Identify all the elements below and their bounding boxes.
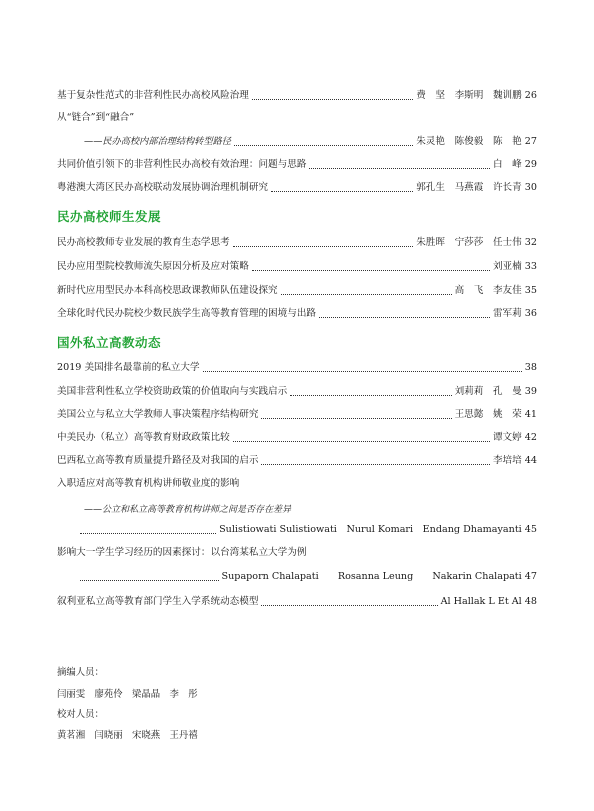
entry-title: 美国公立与私立大学教师人事决策程序结构研究 <box>57 409 259 420</box>
toc-entry[interactable] <box>57 453 537 469</box>
section-heading: 国外私立高教动态 <box>57 335 162 350</box>
leader-dots <box>319 316 490 318</box>
entry-authors-page: Al Hallak L Et Al 48 <box>440 596 537 607</box>
entry-authors-page: 王思懿 姚 荣 41 <box>454 409 537 420</box>
leader-dots <box>233 440 490 442</box>
leader-dots <box>203 370 522 372</box>
editors-names: 闫丽雯 廖苑伶 梁晶晶 李 彤 <box>57 689 198 700</box>
entry-authors-page: 白 峰 29 <box>492 159 537 170</box>
entry-authors-page: 刘莉莉 孔 曼 39 <box>454 386 537 397</box>
entry-authors-page: 朱胜晖 宁莎莎 任士伟 32 <box>416 237 537 248</box>
entry-authors-page: 高 飞 李友佳 35 <box>454 285 537 296</box>
toc-entry[interactable] <box>57 259 537 275</box>
entry-page: 38 <box>524 362 537 373</box>
leader-dots <box>309 167 490 169</box>
toc-entry-title-line[interactable] <box>57 110 134 126</box>
entry-authors-page: Sulistiowati Sulistiowati Nurul Komari Endang Dhamayanti 45 <box>219 524 537 535</box>
toc-entry-title-line[interactable] <box>57 476 239 492</box>
toc-entry[interactable] <box>57 407 537 423</box>
entry-authors-page: 李培培 44 <box>492 455 537 466</box>
toc-entry-authors-line[interactable] <box>80 569 537 585</box>
entry-authors-page: 雷军莉 36 <box>492 308 537 319</box>
proofreaders-names: 黄茗湘 闫晓丽 宋晓燕 王丹禧 <box>57 730 198 741</box>
leader-dots <box>252 269 490 271</box>
entry-authors-page: 刘亚楠 33 <box>492 261 537 272</box>
entry-title: 全球化时代民办院校少数民族学生高等教育管理的困境与出路 <box>57 308 317 319</box>
entry-title: 基于复杂性范式的非营利性民办高校风险治理 <box>57 90 249 101</box>
entry-title: 新时代应用型民办本科高校思政课教师队伍建设探究 <box>57 285 278 296</box>
entry-title: 巴西私立高等教育质量提升路径及对我国的启示 <box>57 455 259 466</box>
leader-dots <box>233 245 414 247</box>
entry-authors-page: 费 坚 李斯明 魏训鹏 26 <box>416 90 537 101</box>
entry-title: 影响大一学生学习经历的因素探讨：以台湾某私立大学为例 <box>57 547 307 558</box>
entry-authors-page: 谭文婷 42 <box>492 432 537 443</box>
leader-dots <box>261 417 451 419</box>
entry-subtitle: ——公立和私立高等教育机构讲师之间是否存在差异 <box>84 505 292 515</box>
toc-entry[interactable] <box>57 180 537 196</box>
leader-dots <box>252 98 413 100</box>
toc-entry[interactable] <box>57 306 537 322</box>
entry-title: 从“链合”到“融合” <box>57 112 135 123</box>
entry-title: 粤港澳大湾区民办高校联动发展协调治理机制研究 <box>57 182 269 193</box>
entry-authors-page: Supaporn Chalapati Rosanna Leung Nakarin Chalapati 47 <box>221 571 537 582</box>
entry-title: 美国非营利性私立学校资助政策的价值取向与实践启示 <box>57 386 288 397</box>
entry-subtitle: ——民办高校内部治理结构转型路径 <box>84 136 231 147</box>
toc-entry[interactable] <box>57 283 537 299</box>
toc-entry[interactable] <box>84 134 537 150</box>
proofreaders-label: 校对人员： <box>57 709 104 720</box>
leader-dots <box>80 532 216 534</box>
toc-entry[interactable] <box>57 360 537 376</box>
entry-title: 共同价值引领下的非营利性民办高校有效治理：问题与思路 <box>57 159 307 170</box>
editors-label: 摘编人员： <box>57 667 104 678</box>
toc-entry[interactable] <box>57 157 537 173</box>
toc-entry[interactable] <box>57 430 537 446</box>
leader-dots <box>261 463 489 465</box>
toc-entry-authors-line[interactable] <box>80 522 537 538</box>
toc-entry[interactable] <box>57 384 537 400</box>
toc-entry-title-line[interactable] <box>57 545 306 561</box>
toc-entry[interactable] <box>57 594 537 610</box>
leader-dots <box>261 604 437 606</box>
toc-entry[interactable] <box>57 235 537 251</box>
entry-title: 民办应用型院校教师流失原因分析及应对策略 <box>57 261 249 272</box>
toc-entry[interactable] <box>57 88 537 104</box>
leader-dots <box>281 293 452 295</box>
leader-dots <box>271 190 413 192</box>
leader-dots <box>234 144 413 146</box>
entry-title: 2019 美国排名最靠前的私立大学 <box>57 362 200 373</box>
entry-authors-page: 郭孔生 马燕霞 许长青 30 <box>416 182 537 193</box>
entry-authors-page: 朱灵艳 陈俊毅 陈 艳 27 <box>416 136 537 147</box>
section-heading: 民办高校师生发展 <box>57 209 162 224</box>
leader-dots <box>290 394 451 396</box>
entry-title: 民办高校教师专业发展的教育生态学思考 <box>57 237 230 248</box>
leader-dots <box>80 579 219 581</box>
entry-title: 中美民办（私立）高等教育财政政策比较 <box>57 432 230 443</box>
entry-title: 入职适应对高等教育机构讲师敬业度的影响 <box>57 478 240 489</box>
entry-title: 叙利亚私立高等教育部门学生入学系统动态模型 <box>57 596 259 607</box>
